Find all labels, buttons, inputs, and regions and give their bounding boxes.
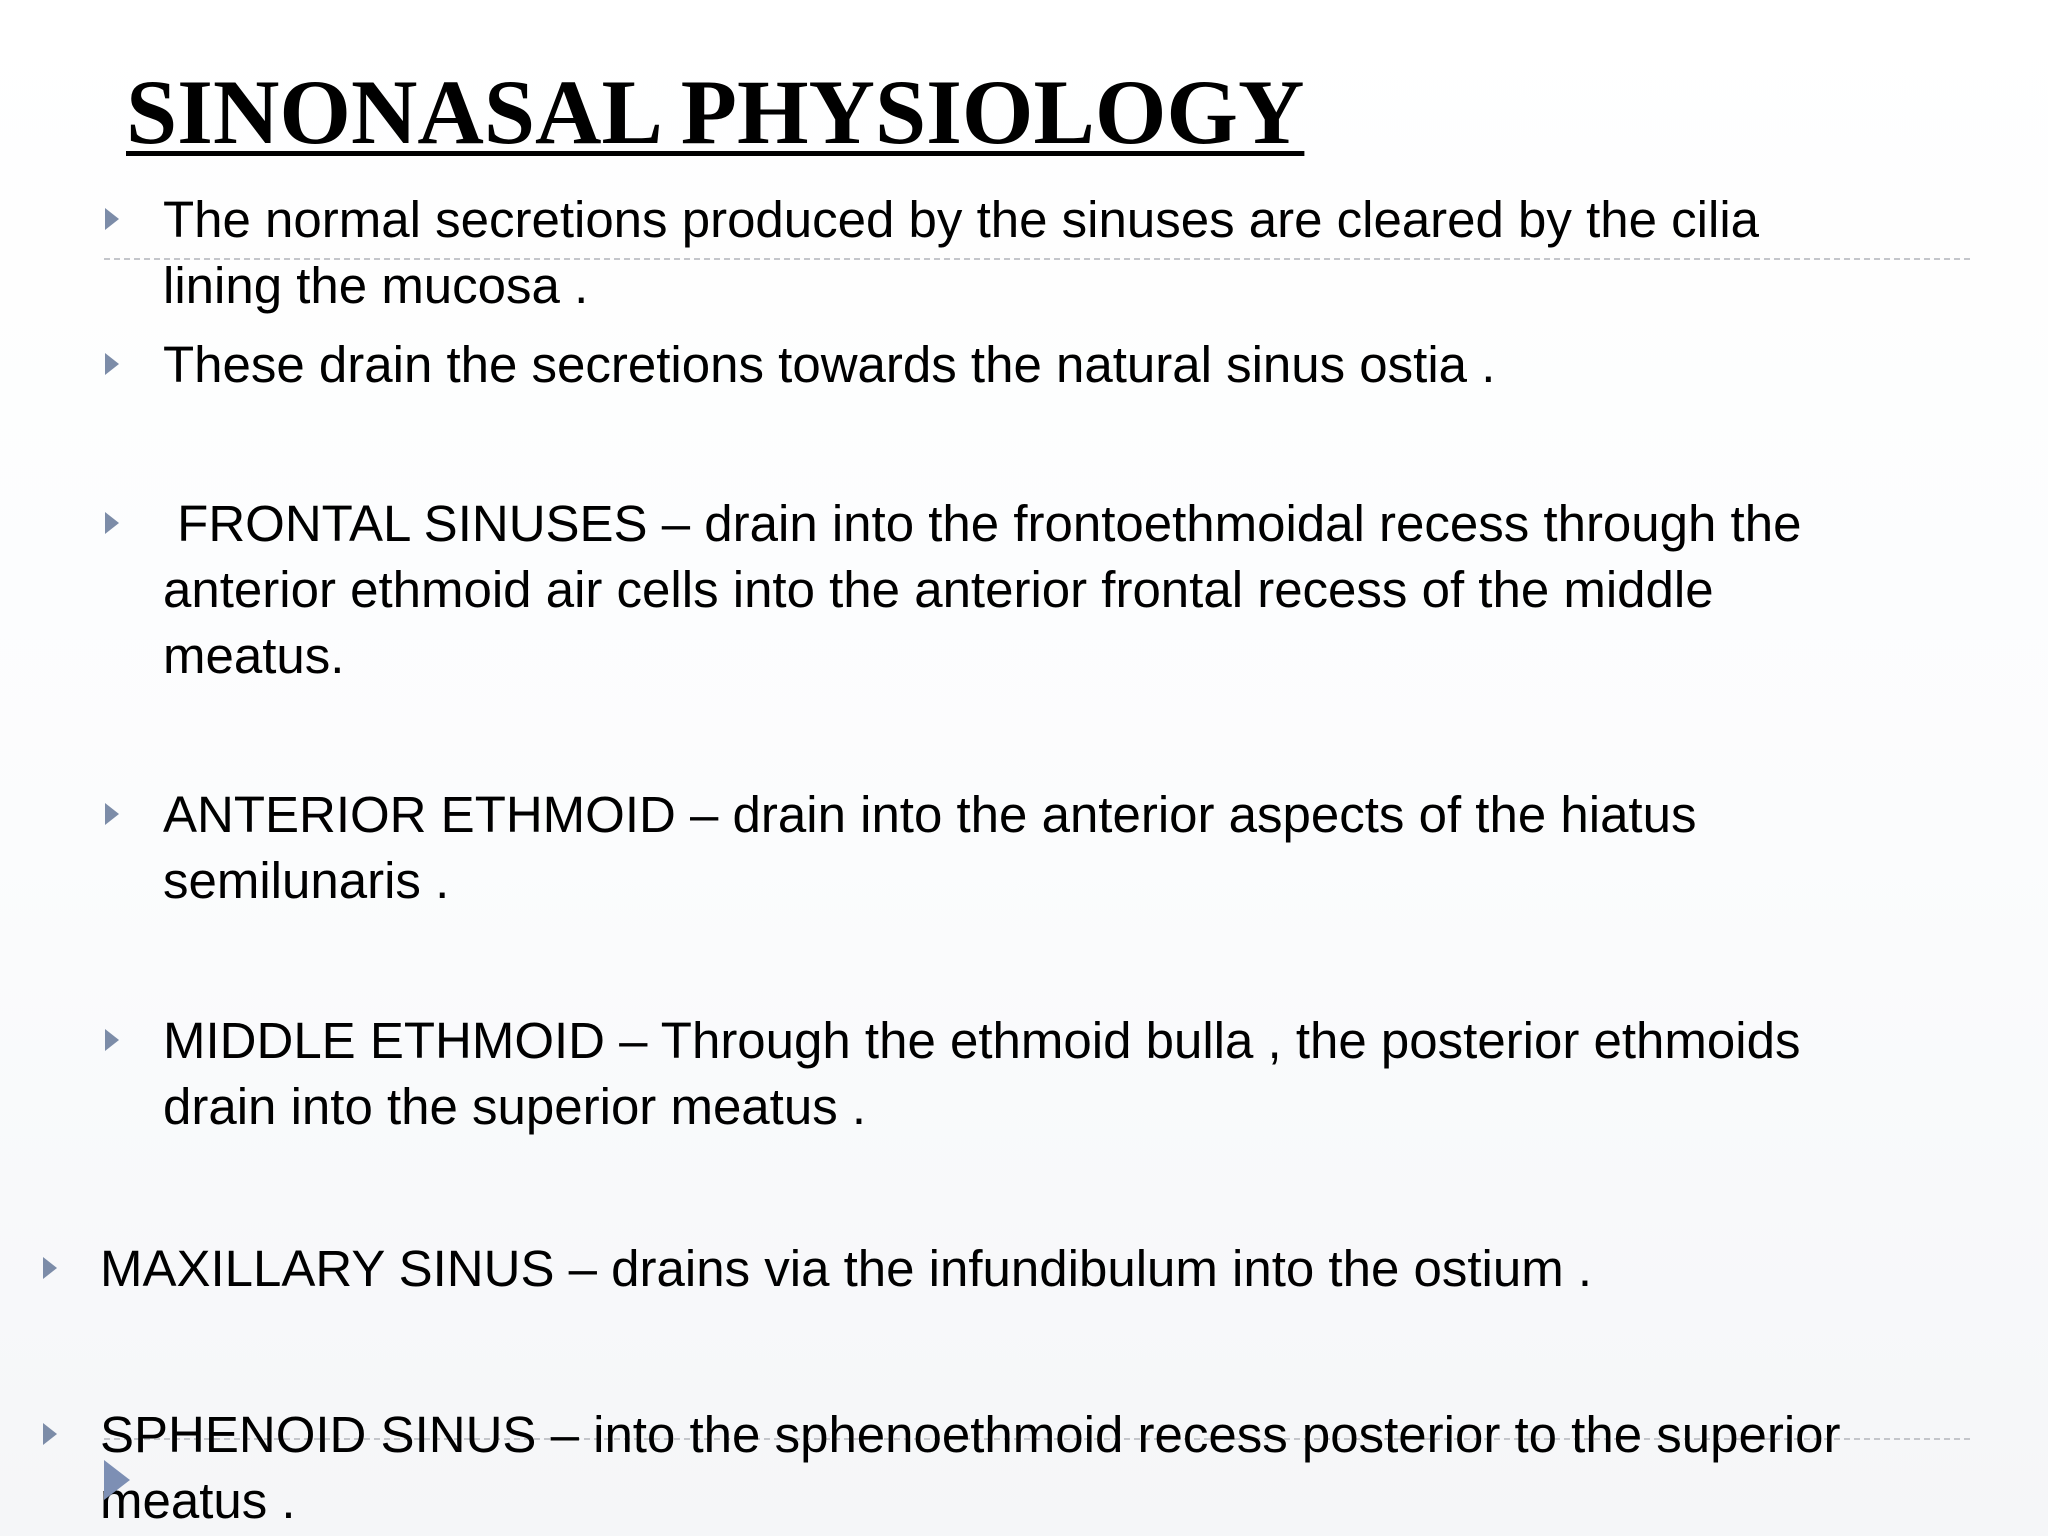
- bullet-line: MIDDLE ETHMOID – Through the ethmoid bulla , the posterior ethmoids: [163, 1012, 1801, 1069]
- triangle-bullet-icon: [43, 1257, 57, 1279]
- triangle-bullet-icon: [43, 1423, 57, 1445]
- bullet-line: ANTERIOR ETHMOID – drain into the anterior aspects of the hiatus: [163, 786, 1697, 843]
- bullet-line: drain into the superior meatus .: [163, 1078, 867, 1135]
- bullet-item-anterior-ethmoid: [163, 782, 1696, 914]
- bullet-line: FRONTAL SINUSES – drain into the frontoethmoidal recess through the: [163, 495, 1802, 552]
- bullet-line: anterior ethmoid air cells into the anterior frontal recess of the middle: [163, 561, 1714, 618]
- triangle-bullet-icon: [105, 803, 119, 825]
- bullet-line: lining the mucosa .: [163, 257, 589, 314]
- bullet-line: The normal secretions produced by the sinuses are cleared by the cilia: [163, 191, 1760, 248]
- decorative-arrow-icon: [104, 1460, 130, 1500]
- bullet-item-cilia-clearance: [163, 187, 1759, 319]
- triangle-bullet-icon: [105, 512, 119, 534]
- bullet-line: semilunaris .: [163, 852, 450, 909]
- bullet-item-drain-ostia: [163, 332, 1495, 398]
- slide-title: SINONASAL PHYSIOLOGY: [126, 61, 1305, 163]
- bullet-item-middle-ethmoid: [163, 1008, 1800, 1140]
- bullet-line: MAXILLARY SINUS – drains via the infundibulum into the ostium .: [100, 1240, 1593, 1297]
- triangle-bullet-icon: [105, 1029, 119, 1051]
- bullet-item-frontal-sinuses: [163, 491, 1801, 689]
- bullet-line: SPHENOID SINUS – into the sphenoethmoid recess posterior to the superior: [100, 1406, 1841, 1463]
- triangle-bullet-icon: [105, 353, 119, 375]
- bullet-line: meatus.: [163, 627, 345, 684]
- bullet-line: These drain the secretions towards the natural sinus ostia .: [163, 336, 1496, 393]
- triangle-bullet-icon: [105, 208, 119, 230]
- bullet-item-maxillary-sinus: [100, 1236, 1592, 1302]
- bullet-item-sphenoid-sinus: [100, 1402, 1841, 1534]
- bullet-line: meatus .: [100, 1472, 296, 1529]
